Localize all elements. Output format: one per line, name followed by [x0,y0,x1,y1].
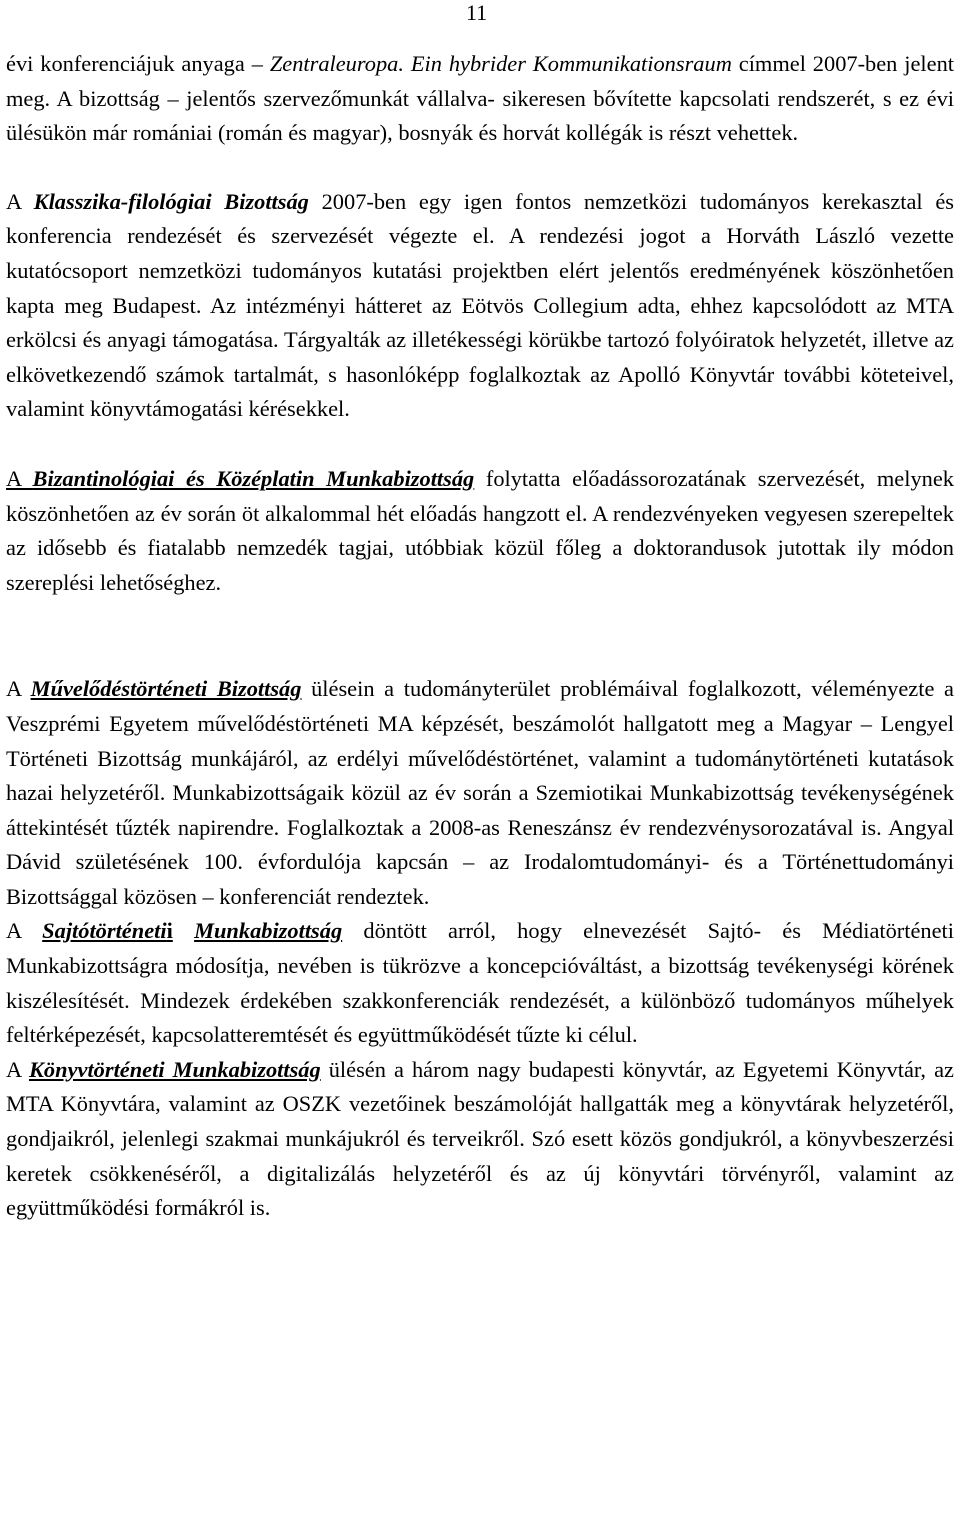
paragraph-spacer [6,600,954,672]
paragraph-intro: évi konferenciájuk anyaga – Zentraleuropa. Ein hybrider Kommunikationsraum címmel 2007-ben jelent meg. A bizottság – jelentős szervezőmunkát vállalva- sikeresen bővítette kapcsolati rendszerét, s ez évi ülésükön már romániai (román és magyar), bosnyák és horvát kollégák is részt vehettek. [6,51,955,146]
page-number: 11 [466,0,488,25]
committee-name-sajtotorteneti: Sajtótörténeti [42,918,167,944]
committee-name-konyvtorteneti: Könyvtörténeti Munkabizottság [28,1056,321,1082]
committee-name-bizantinologiai: Bizantinológiai és Középlatin Munkabizottság [32,465,475,491]
paragraph-klasszika: A Klasszika-filológiai Bizottság 2007-ben egy igen fontos nemzetközi tudományos kerekasztal és konferencia rendezését és szervezését végezte el. A rendezési jogot a Horváth László vezette kutatócsoport nemzetközi tudományos kutatási projektben elért jelentős eredményének köszönhetően kapta meg Budapest. Az intézményi hátteret az Eötvös Collegium adta, ehhez kapcsolódott az MTA erkölcsi és anyagi támogatása. Tárgyalták az illetékességi körükbe tartozó folyóiratok helyzetét, illetve az elkövetkezendő számok tartalmát, s hasonlóképp foglalkoztak az Apolló Könyvtár további köteteivel, valamint könyvtámogatási kérésekkel. [6,188,955,422]
paragraph-muvelodestorteneti: A Művelődéstörténeti Bizottság ülésein a tudományterület problémáival foglalkozott, véleményezte a Veszprémi Egyetem művelődéstörténeti MA képzését, beszámolót hallgatott meg a Magyar – Lengyel Történeti Bizottság munkájáról, az erdélyi művelődéstörténet, valamint a tudománytörténeti kutatások hazai helyzetéről. Munkabizottságaik közül az év során a Szemiotikai Munkabizottság tevékenységének áttekintését tűzték napirendre. Foglalkoztak a 2008-as Reneszánsz év rendezvénysorozatával is. Angyal Dávid születésének 100. évfordulója kapcsán – az Irodalomtudományi- és a Történettudományi Bizottsággal közösen – konferenciát rendeztek. [6,676,954,909]
committee-name-munkabizottsag: Munkabizottság [194,918,343,944]
paragraph-konyvtorteneti: A Könyvtörténeti Munkabizottság ülésén a három nagy budapesti könyvtár, az Egyetemi Könyvtár, az MTA Könyvtára, valamint az OSZK vezetőinek beszámolóját hallgatták meg a könyvtárak helyzetéről, gondjaikról, jelenlegi szakmai munkájukról és terveikről. Szó esett közös gondjukról, a könyvbeszerzési keretek csökkenéséről, a digitalizálás helyzetéről és az új könyvtári törvényről, valamint az együttműködési formákról is. [6,1056,954,1221]
paragraph-bizantinologiai: A Bizantinológiai és Középlatin Munkabizottság folytatta előadássorozatának szervezését, melynek köszönhetően az év során öt alkalommal hét előadás hangzott el. A rendezvényeken vegyesen szerepeltek az idősebb és fiatalabb nemzedék tagjai, utóbbiak közül főleg a doktorandusok jutottak ily módon szereplési lehetőséghez. [6,465,954,595]
committee-name-klasszika: Klasszika-filológiai Bizottság [33,188,309,214]
paragraph-spacer [6,427,954,462]
paragraph-spacer [6,151,954,185]
publication-title: Zentraleuropa. Ein hybrider Kommunikationsraum [269,51,732,76]
committee-name-muvelodestorteneti: Művelődéstörténeti Bizottság [30,676,302,702]
paragraph-sajtotorteneti: A Sajtótörténetii Munkabizottság döntött arról, hogy elnevezését Sajtó- és Médiatörténeti Munkabizottságra módosítja, nevében is tükrözve a koncepcióváltást, a bizottság tevékenységi körének kiszélesítését. Mindezek érdekében szakkonferenciák rendezését, a különböző tudományos műhelyek feltérképezését, kapcsolatteremtését és együttműködését tűzte ki célul. [6,918,954,1048]
document-body [6,47,954,1226]
